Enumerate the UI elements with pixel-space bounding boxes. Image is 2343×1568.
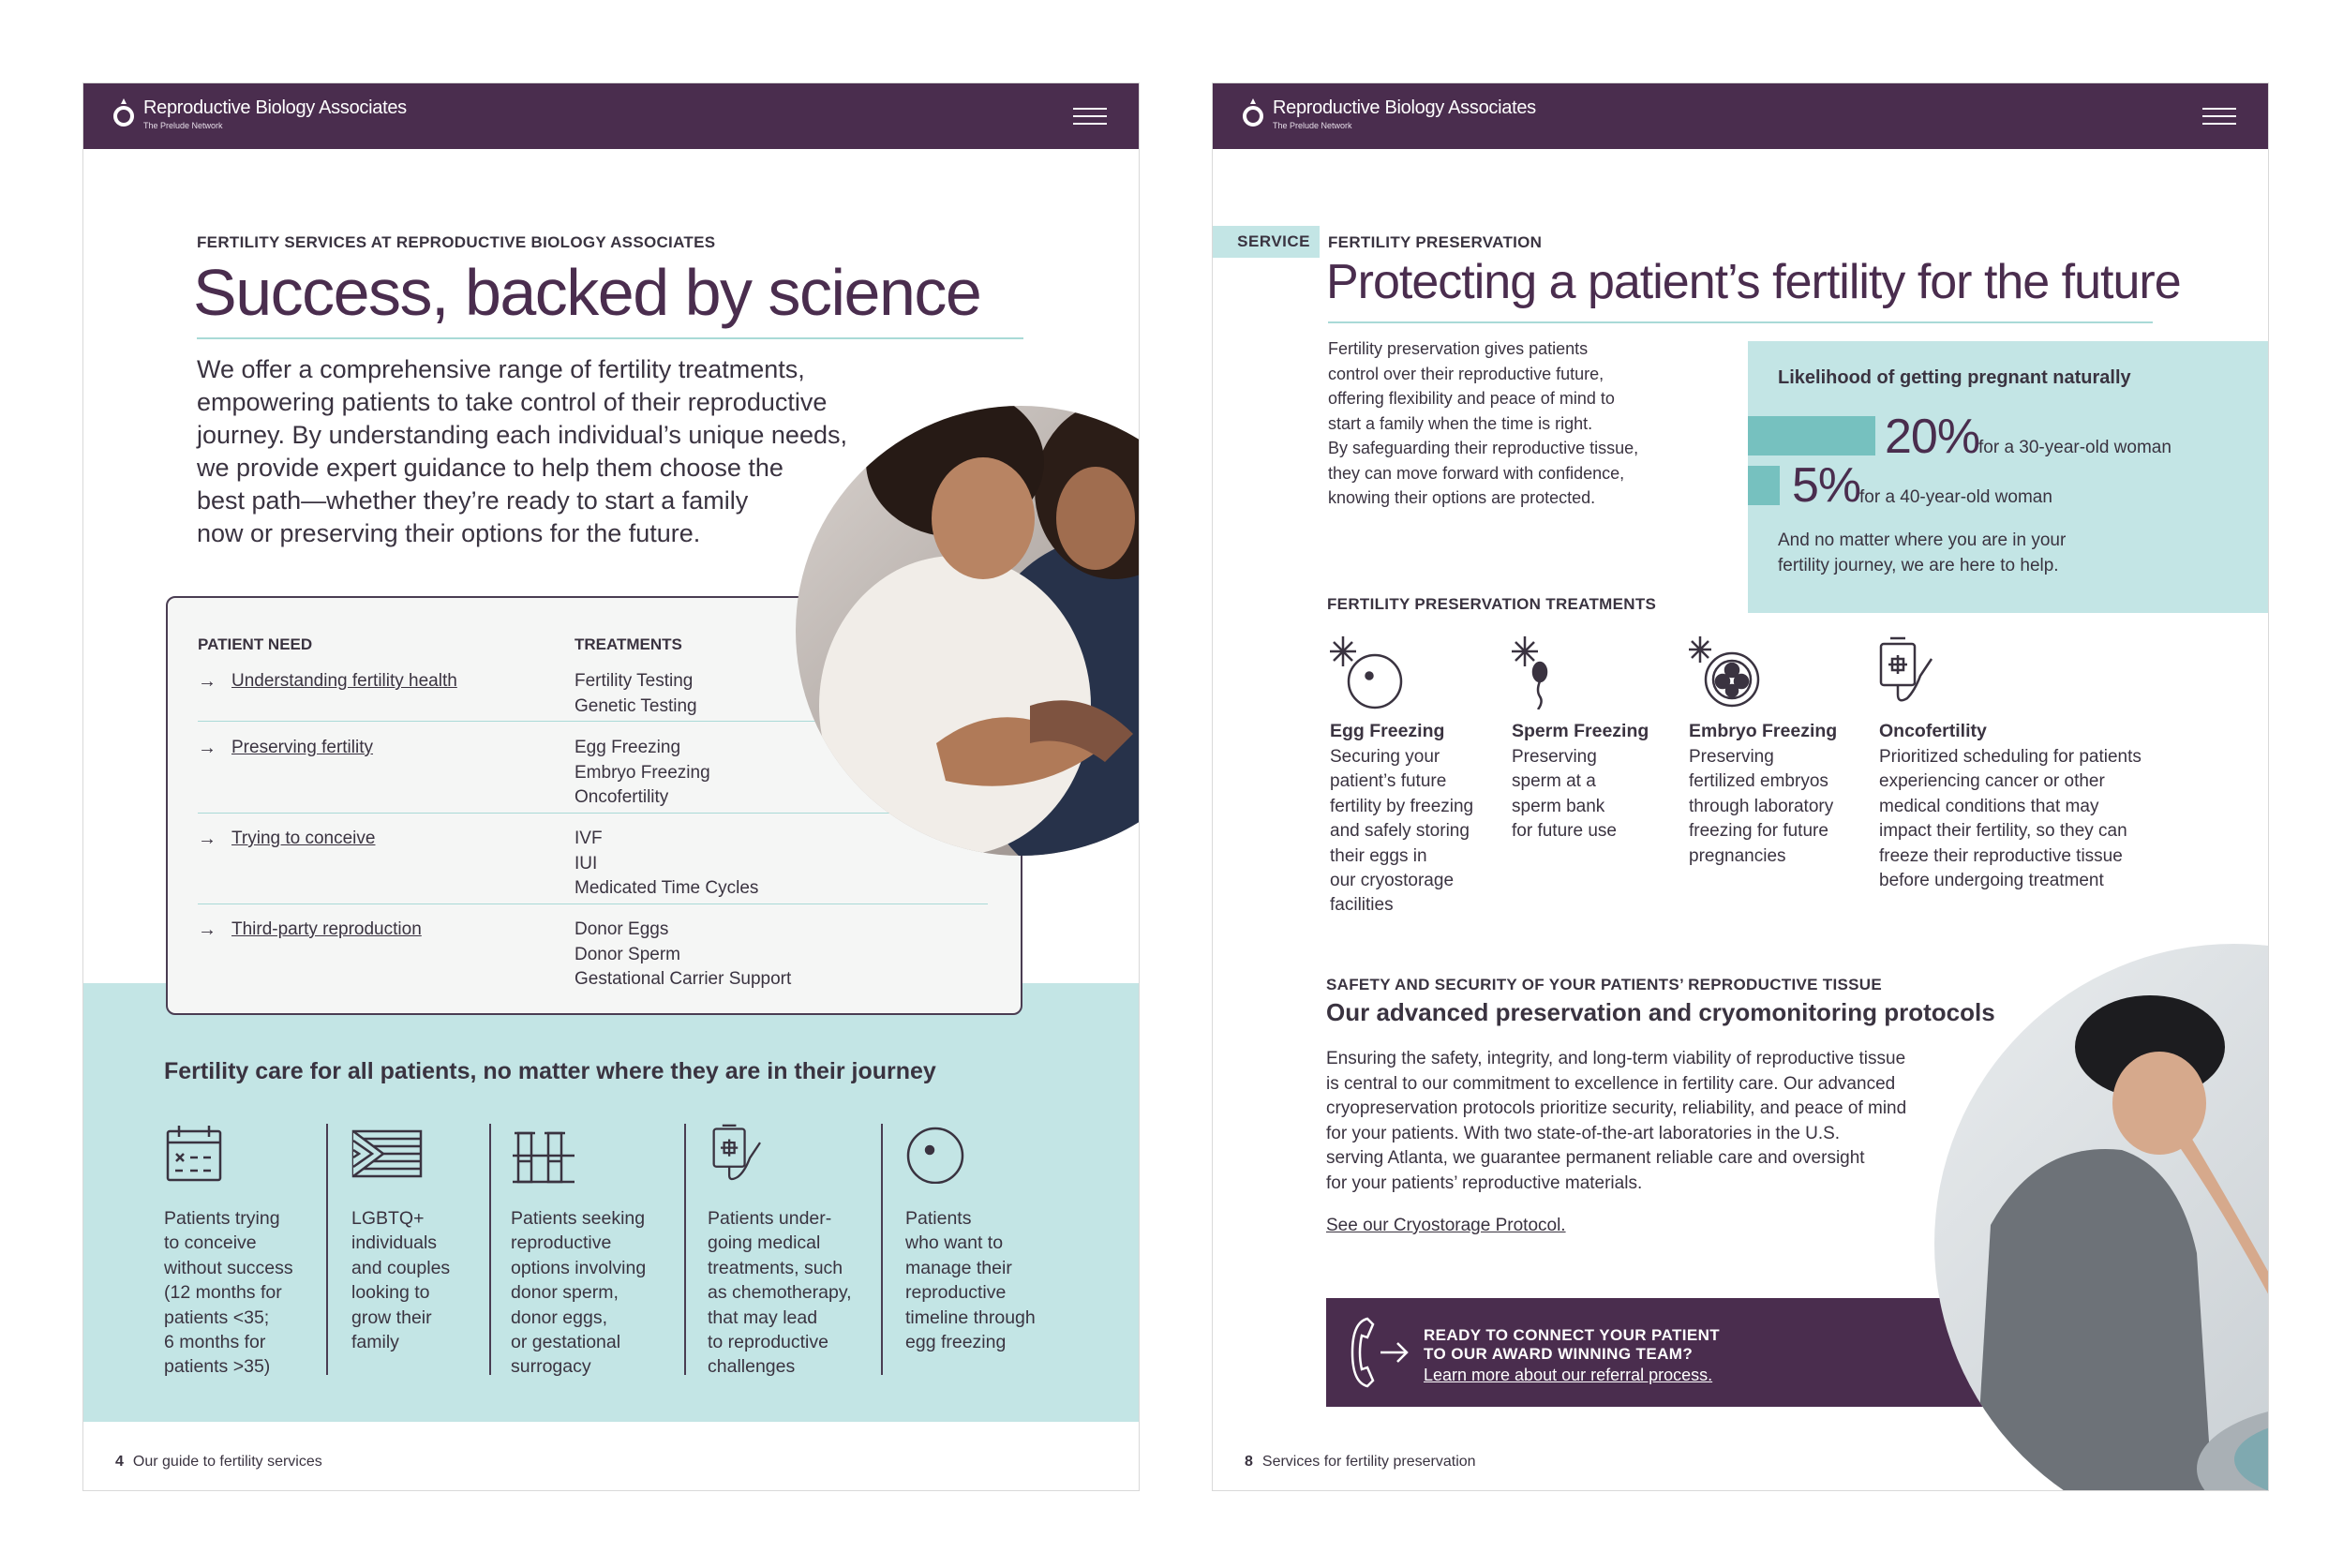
brand-logo[interactable] — [1241, 97, 1536, 131]
calendar-icon — [164, 1124, 224, 1184]
treatment-title: Embryo Freezing — [1689, 721, 1838, 741]
audience-text: Patients under- going medical treatments, such as chemotherapy, that may lead to reproductive challenges — [708, 1208, 852, 1378]
cta-heading-line1: READY TO CONNECT YOUR PATIENT — [1424, 1326, 1721, 1344]
logo-mark-icon — [1241, 97, 1265, 128]
brand-network: The Prelude Network — [1273, 121, 1352, 130]
stat-percent: 20% — [1885, 410, 1980, 464]
audience-text: Patients seeking reproductive options involving donor sperm, donor eggs, or gestational surrogacy — [511, 1208, 647, 1378]
frozen-sperm-icon — [1510, 635, 1585, 709]
iv-bag-icon — [708, 1124, 773, 1184]
intro-paragraph: We offer a comprehensive range of fertility treatments, empowering patients to take control of their reproductive journey. By understanding each individual’s unique needs, we provide expert guidance to help them choose the best path—whether they’re ready to start a family now or preserving their options for the future. — [197, 355, 847, 547]
title-divider — [1328, 321, 2153, 323]
need-link[interactable]: Third-party reproduction — [231, 919, 422, 939]
need-link[interactable]: Understanding fertility health — [231, 671, 457, 691]
column-header-need: PATIENT NEED — [198, 635, 313, 653]
column-divider — [881, 1124, 883, 1375]
intro-paragraph: Fertility preservation gives patients control over their reproductive future, offering flexibility and peace of mind to start a family when the time is right. By safeguarding their reproductive tissue, they can move forward with confidence, knowing their options are protected. — [1328, 339, 1639, 507]
treatment-title: Oncofertility — [1879, 721, 1987, 741]
header-bar — [83, 83, 1139, 149]
arrow-right-icon: → — [198, 829, 216, 849]
brochure-page-right — [1212, 82, 2269, 1491]
safety-title: Our advanced preservation and cryomonitoring protocols — [1326, 998, 1995, 1026]
brochure-page-left — [82, 82, 1140, 1491]
footer-text: Our guide to fertility services — [132, 1454, 322, 1470]
brand-logo[interactable] — [112, 97, 407, 131]
egg-cell-icon — [905, 1124, 965, 1184]
treatment-description: Securing your patient’s future fertility by freezing and safely storing their eggs in our cryostorage facilities — [1330, 747, 1474, 916]
referral-cta-banner — [1326, 1298, 2010, 1407]
audience-item — [351, 1124, 483, 1377]
pregnancy-likelihood-stats — [1748, 341, 2269, 613]
page-number: 8 — [1245, 1454, 1253, 1470]
arrow-right-icon: → — [198, 919, 216, 940]
page-footer — [115, 1454, 322, 1471]
treatment-list: Fertility Testing Genetic Testing — [575, 671, 697, 716]
column-divider — [684, 1124, 686, 1375]
brand-name: Reproductive Biology Associates — [1273, 97, 1536, 118]
stats-note: And no matter where you are in your fertility journey, we are here to help. — [1778, 530, 2067, 575]
arrow-right-icon: → — [198, 738, 216, 758]
brand-name: Reproductive Biology Associates — [143, 97, 407, 118]
table-row — [198, 827, 988, 904]
section-eyebrow: FERTILITY PRESERVATION — [1328, 233, 1543, 251]
need-link[interactable]: Trying to conceive — [231, 829, 376, 848]
page-number: 4 — [115, 1454, 124, 1470]
page-footer — [1245, 1454, 1476, 1471]
footer-text: Services for fertility preservation — [1261, 1454, 1476, 1470]
pride-flag-icon — [351, 1124, 423, 1184]
audience-item — [164, 1124, 323, 1377]
audience-item — [905, 1124, 1074, 1377]
stat-bar-20 — [1748, 416, 1875, 455]
audience-text: Patients who want to manage their reproductive timeline through egg freezing — [905, 1208, 1036, 1353]
frozen-embryo-icon — [1687, 635, 1762, 709]
column-divider — [489, 1124, 491, 1375]
page-title: Protecting a patient’s fertility for the future — [1326, 255, 2181, 309]
audience-text: Patients trying to conceive without success (12 months for patients <35; 6 months for patients >35) — [164, 1208, 293, 1378]
oncology-iv-icon — [1877, 635, 1952, 709]
logo-mark-icon — [112, 97, 136, 128]
audience-text: LGBTQ+ individuals and couples looking to grow their family — [351, 1208, 451, 1353]
stat-label: for a 40-year-old woman — [1859, 487, 2052, 507]
hamburger-menu-icon[interactable] — [1073, 108, 1107, 127]
referral-process-link[interactable]: Learn more about our referral process. — [1424, 1366, 1713, 1384]
phone-arrow-icon — [1349, 1315, 1410, 1390]
cryostorage-protocol-link[interactable]: See our Cryostorage Protocol. — [1326, 1216, 1566, 1235]
title-divider — [197, 337, 1023, 339]
treatment-list: Donor Eggs Donor Sperm Gestational Carrier Support — [575, 919, 792, 989]
frozen-egg-icon — [1328, 635, 1403, 709]
column-header-treatments: TREATMENTS — [575, 635, 682, 653]
stats-title: Likelihood of getting pregnant naturally — [1778, 367, 2131, 388]
table-row — [198, 918, 988, 995]
treatment-title: Sperm Freezing — [1512, 721, 1649, 741]
treatment-title: Egg Freezing — [1330, 721, 1445, 741]
treatment-list: IVF IUI Medicated Time Cycles — [575, 829, 759, 898]
hamburger-menu-icon[interactable] — [2202, 108, 2236, 127]
treatment-description: Prioritized scheduling for patients experiencing cancer or other medical conditions that may impact their fertility, so they can freeze their reproductive tissue before undergoing treatment — [1879, 747, 2142, 891]
cta-heading-line2: TO OUR AWARD WINNING TEAM? — [1424, 1345, 1694, 1363]
audience-item — [511, 1124, 679, 1377]
column-divider — [326, 1124, 328, 1375]
band-title: Fertility care for all patients, no matter where they are in their journey — [164, 1058, 936, 1084]
lab-vials-icon — [511, 1124, 576, 1184]
brand-network: The Prelude Network — [143, 121, 223, 130]
need-link[interactable]: Preserving fertility — [231, 738, 373, 757]
treatment-list: Egg Freezing Embryo Freezing Oncofertility — [575, 738, 710, 807]
section-eyebrow: FERTILITY SERVICES AT REPRODUCTIVE BIOLOGY ASSOCIATES — [197, 233, 716, 251]
stat-bar-5 — [1748, 466, 1780, 505]
header-bar — [1213, 83, 2268, 149]
safety-eyebrow: SAFETY AND SECURITY OF YOUR PATIENTS’ REPRODUCTIVE TISSUE — [1326, 976, 1882, 993]
page-title: Success, backed by science — [193, 256, 981, 329]
treatment-description: Preserving sperm at a sperm bank for future use — [1512, 747, 1617, 842]
audience-item — [708, 1124, 876, 1377]
safety-paragraph: Ensuring the safety, integrity, and long-term viability of reproductive tissue is central to our commitment to excellence in fertility care. Our advanced cryopreservation protocols prioritize security, reliability, and peace of mind for your patients. With two state-of-the-art laboratories in the U.S. serving Atlanta, we guarantee permanent reliable care and oversight for your patients’ reproductive materials. — [1326, 1049, 1907, 1193]
stat-percent: 5% — [1792, 458, 1861, 513]
service-tag: SERVICE — [1213, 226, 1320, 258]
treatments-heading: FERTILITY PRESERVATION TREATMENTS — [1327, 595, 1657, 613]
stat-label: for a 30-year-old woman — [1978, 438, 2171, 457]
arrow-right-icon: → — [198, 671, 216, 692]
treatment-description: Preserving fertilized embryos through laboratory freezing for future pregnancies — [1689, 747, 1834, 866]
